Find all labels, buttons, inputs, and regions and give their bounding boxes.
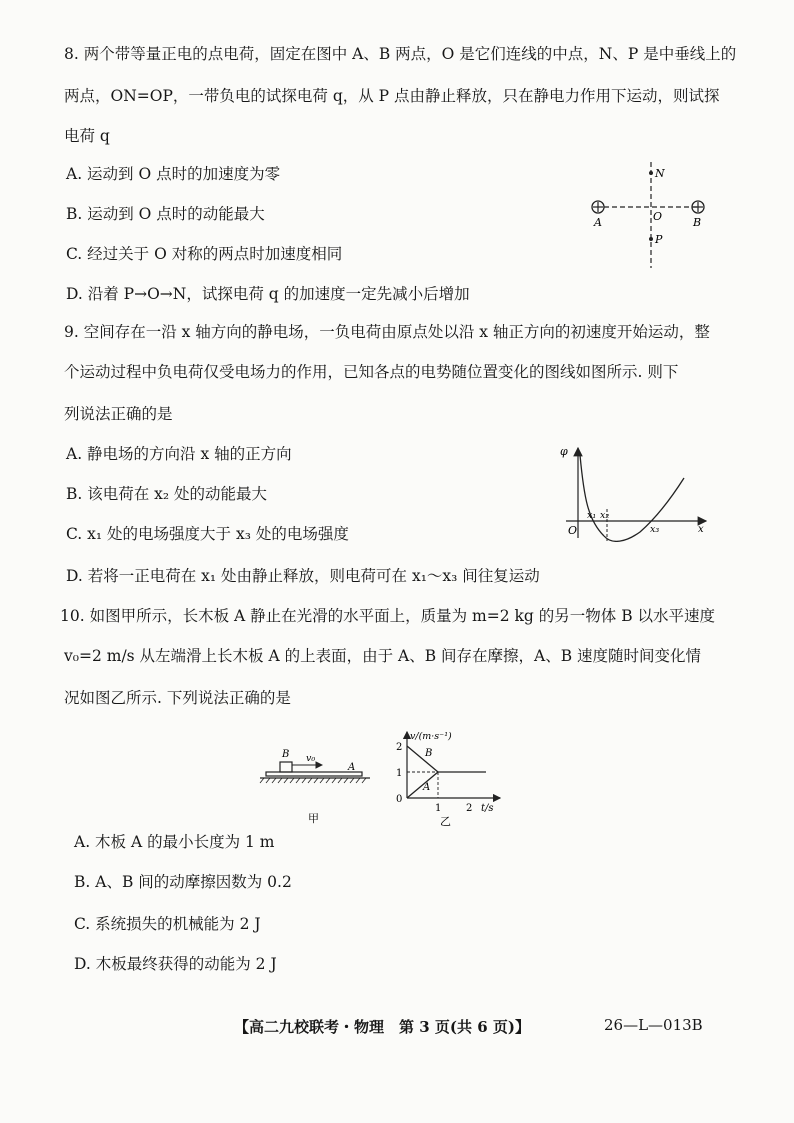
x2-label: x₂ (600, 510, 610, 521)
label-a: A (594, 216, 602, 229)
footer-code: 26—L—013B (604, 1016, 703, 1034)
q8-option-d: D. 沿着 P→O→N，试探电荷 q 的加速度一定先减小后增加 (66, 285, 470, 303)
x-axis-label: x (698, 524, 704, 535)
ground-hatch (260, 778, 366, 783)
line-b (407, 746, 438, 772)
q9-option-b: B. 该电荷在 x₂ 处的动能最大 (66, 485, 268, 503)
point-n-dot (649, 171, 653, 175)
x1-label: x₁ (587, 510, 597, 521)
v-axis-label: v/(m·s⁻¹) (410, 731, 452, 742)
q8-stem-line-1: 8. 两个带等量正电的点电荷，固定在图中 A、B 两点，O 是它们连线的中点，N、P 是中垂线上的 (64, 45, 737, 63)
point-p-dot (649, 237, 653, 241)
q9-stem-line-2: 个运动过程中负电荷仅受电场力的作用，已知各点的电势随位置变化的图线如图所示. 则下 (64, 363, 679, 381)
q8-option-c: C. 经过关于 O 对称的两点时加速度相同 (66, 245, 343, 263)
x-tick-2: 2 (466, 803, 473, 814)
label-p: P (655, 233, 663, 246)
label-b: B (693, 216, 702, 229)
label-o: O (653, 210, 663, 223)
potential-curve-left (580, 455, 604, 536)
q9-stem-line-3: 列说法正确的是 (64, 405, 173, 423)
line-b-label: B (425, 748, 433, 759)
potential-curve-right (604, 478, 684, 541)
caption-yi: 乙 (440, 815, 451, 828)
y-tick-1: 1 (396, 768, 403, 779)
q10-option-a: A. 木板 A 的最小长度为 1 m (74, 833, 275, 851)
q10-figure-jia (258, 742, 378, 826)
q9-option-d: D. 若将一正电荷在 x₁ 处由静止释放，则电荷可在 x₁～x₃ 间往复运动 (66, 567, 540, 585)
q8-option-b: B. 运动到 O 点时的动能最大 (66, 205, 265, 223)
q10-stem-line-1: 10. 如图甲所示，长木板 A 静止在光滑的水平面上，质量为 m=2 kg 的另一物体 B 以水平速度 (60, 607, 716, 625)
x-tick-1: 1 (435, 803, 442, 814)
q9-potential-graph (556, 442, 712, 542)
block-b-label: B (282, 749, 290, 760)
q10-option-d: D. 木板最终获得的动能为 2 J (74, 955, 277, 973)
q9-option-c: C. x₁ 处的电场强度大于 x₃ 处的电场强度 (66, 525, 349, 543)
t-axis-label: t/s (481, 803, 494, 814)
q8-option-a: A. 运动到 O 点时的加速度为零 (66, 165, 281, 183)
y-tick-0: 0 (396, 794, 403, 805)
q9-stem-line-1: 9. 空间存在一沿 x 轴方向的静电场，一负电荷由原点处以沿 x 轴正方向的初速度开始运动，整 (64, 323, 710, 341)
q10-option-b: B. A、B 间的动摩擦因数为 0.2 (74, 873, 292, 891)
q10-stem-line-2: v₀=2 m/s 从左端滑上长木板 A 的上表面，由于 A、B 间存在摩擦，A、B 速度随时间变化情 (64, 647, 702, 665)
y-tick-2: 2 (396, 742, 403, 753)
phi-label: φ (560, 445, 568, 458)
q8-charge-figure (580, 158, 720, 270)
line-a-label: A (423, 782, 431, 793)
charge-a-plus-icon (592, 201, 604, 213)
q8-stem-line-3: 电荷 q (64, 127, 110, 145)
q10-option-c: C. 系统损失的机械能为 2 J (74, 915, 261, 933)
caption-jia: 甲 (308, 812, 319, 825)
origin-label: O (568, 524, 578, 537)
q8-stem-line-2: 两点，ON=OP，一带负电的试探电荷 q，从 P 点由静止释放，只在静电力作用下运动，则试探 (64, 87, 720, 105)
x3-label: x₃ (650, 524, 660, 535)
block-b (280, 762, 292, 772)
charge-b-plus-icon (692, 201, 704, 213)
q10-stem-line-3: 况如图乙所示. 下列说法正确的是 (64, 689, 291, 707)
label-n: N (655, 167, 665, 180)
v0-label: v₀ (306, 753, 316, 764)
q10-figure-yi (390, 726, 510, 830)
board-a-label: A (348, 762, 356, 773)
footer-title: 【高二九校联考・物理 第 3 页(共 6 页)】 (234, 1018, 530, 1036)
q9-option-a: A. 静电场的方向沿 x 轴的正方向 (66, 445, 292, 463)
